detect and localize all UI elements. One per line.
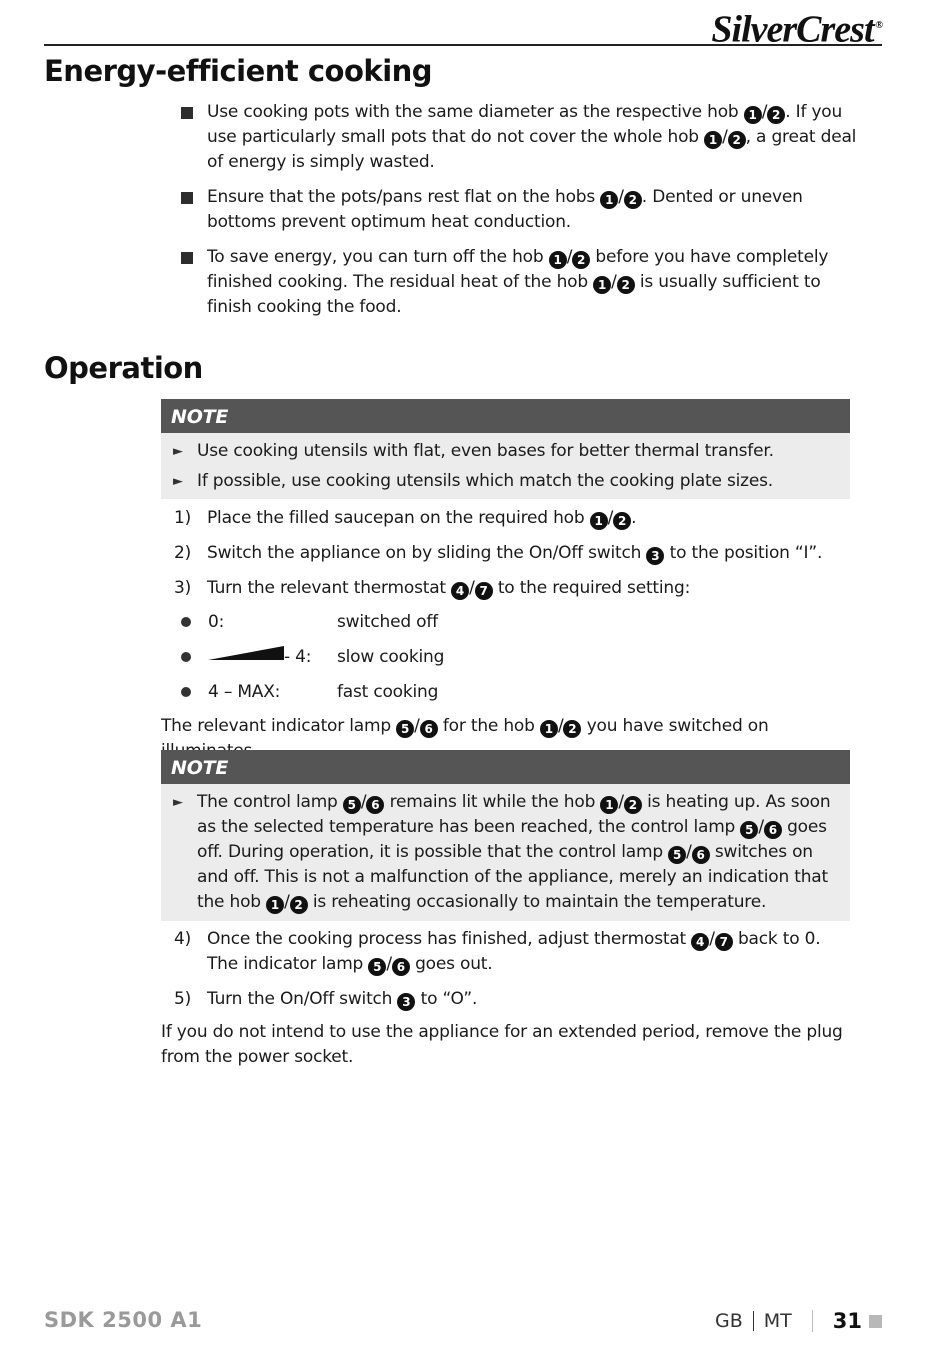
note-item: ► Use cooking utensils with flat, even bases for better thermal transfer.	[173, 439, 832, 464]
page-marker-icon	[869, 1315, 882, 1328]
steps-list-1	[174, 506, 854, 601]
section-title-energy: Energy-efficient cooking	[44, 54, 433, 88]
arrow-bullet-icon: ►	[173, 795, 183, 810]
square-bullet-icon	[181, 252, 193, 264]
step-2: 2) Switch the appliance on by sliding the On/Off switch 3 to the position “I”.	[174, 543, 823, 563]
setting-item: - 4: slow cooking	[181, 645, 601, 670]
note-heading: NOTE	[161, 399, 850, 433]
header-rule	[44, 44, 882, 46]
note-item: ► If possible, use cooking utensils which match the cooking plate sizes.	[173, 469, 832, 494]
note-item: ► The control lamp 5 / 6 remains lit while the hob 1 / 2 is heating up. As soon as the selected temperature has been reached, the control lamp 5 / 6 goes off. During operation, it is possible that the control lamp 5 / 6 switches on and off. This is not a malfunction of the appliance, merely an indication that the hob 1 / 2 is reheating occasionally to maintain the temperature.	[173, 792, 831, 912]
step-3: 3) Turn the relevant thermostat 4 / 7 to the required setting:	[174, 578, 691, 598]
setting-item: 0: switched off	[181, 610, 601, 635]
energy-tips-list	[180, 100, 860, 330]
brand-logo: SilverCrest ®	[711, 8, 882, 51]
note-box	[161, 750, 850, 921]
dot-bullet-icon	[181, 617, 191, 627]
section-title-operation: Operation	[44, 351, 203, 385]
note-box	[161, 399, 850, 499]
wedge-scale-icon	[208, 646, 284, 660]
energy-tip: To save energy, you can turn off the hob 1 / 2 before you have completely finished cooking. The residual heat of the hob 1 / 2 is usually sufficient to finish cooking the food.	[180, 245, 860, 320]
note-heading: NOTE	[161, 750, 850, 784]
step-1: 1) Place the filled saucepan on the required hob 1 / 2 .	[174, 508, 637, 528]
page-number: 31	[832, 1309, 862, 1333]
arrow-bullet-icon: ►	[173, 444, 183, 459]
page-footer	[715, 1308, 882, 1334]
settings-list	[181, 610, 601, 715]
closing-paragraph: If you do not intend to use the appliance for an extended period, remove the plug from the power socket.	[161, 1022, 843, 1067]
setting-item: 4 – MAX: fast cooking	[181, 680, 601, 705]
model-number: SDK 2500 A1	[44, 1308, 203, 1332]
square-bullet-icon	[181, 192, 193, 204]
language-code: GB	[715, 1310, 743, 1332]
indicator-paragraph: The relevant indicator lamp 5 / 6 for the hob 1 / 2 you have switched on	[161, 716, 769, 736]
steps-list-2	[174, 927, 854, 1012]
registered-mark: ®	[875, 20, 882, 31]
language-code: MT	[763, 1310, 792, 1332]
dot-bullet-icon	[181, 652, 191, 662]
step-4: 4) Once the cooking process has finished, adjust thermostat 4 / 7 back to 0. The indicator lamp 5 / 6 goes out.	[174, 929, 821, 974]
separator	[753, 1311, 754, 1331]
step-5: 5) Turn the On/Off switch 3 to “O”.	[174, 989, 478, 1009]
energy-tip: Use cooking pots with the same diameter as the respective hob 1 / 2 . If you use particularly small pots that do not cover the whole hob 1 / 2 , a great deal of energy is simply wasted.	[180, 100, 860, 175]
energy-tip: Ensure that the pots/pans rest flat on the hobs 1 / 2 . Dented or uneven bottoms prevent optimum heat conduction.	[180, 185, 860, 235]
square-bullet-icon	[181, 107, 193, 119]
arrow-bullet-icon: ►	[173, 474, 183, 489]
separator	[812, 1310, 813, 1332]
dot-bullet-icon	[181, 687, 191, 697]
